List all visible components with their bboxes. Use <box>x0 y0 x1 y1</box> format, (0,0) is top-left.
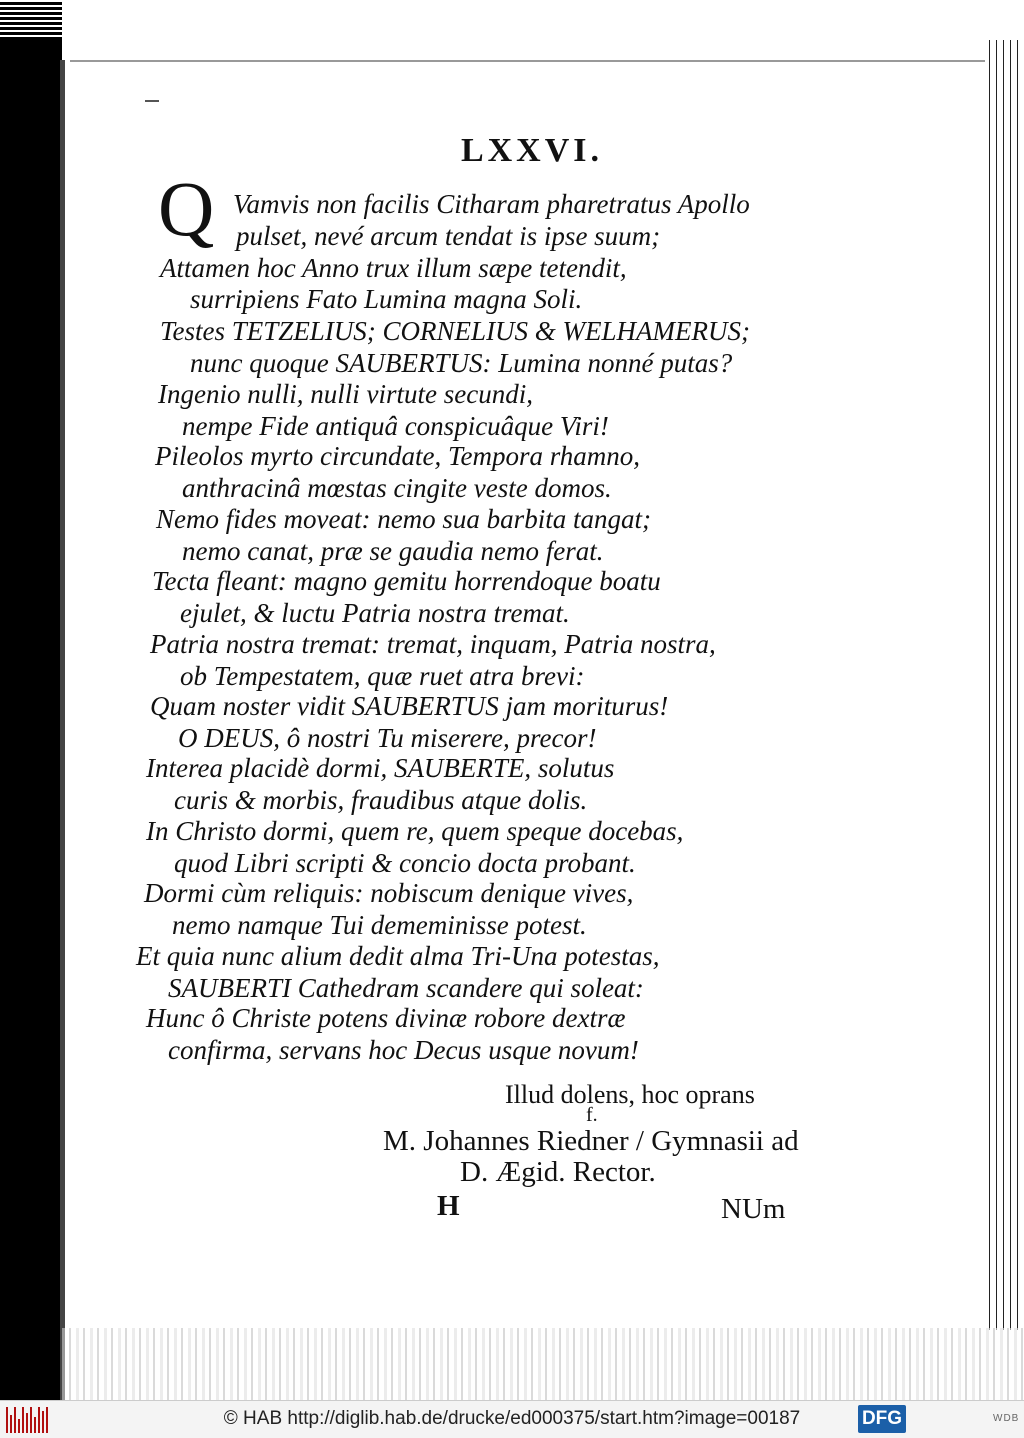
poem-line: ob Tempestatem, quæ ruet atra brevi: <box>180 661 585 691</box>
dfg-logo[interactable]: DFG <box>858 1405 906 1433</box>
poem-line: O DEUS, ô nostri Tu miserere, precor! <box>178 723 597 753</box>
page-top-edge <box>70 60 1024 62</box>
catchword: NUm <box>721 1193 786 1225</box>
poem-line: anthracinâ mœstas cingite veste domos. <box>182 473 612 503</box>
copyright-link[interactable]: © HAB http://diglib.hab.de/drucke/ed000375/start.htm?image=00187 <box>223 1408 801 1429</box>
signature-mark: H <box>437 1190 460 1222</box>
poem-line: curis & morbis, fraudibus atque dolis. <box>174 785 588 815</box>
poem-line: nemo canat, præ se gaudia nemo ferat. <box>182 536 604 566</box>
poem-line: Hunc ô Christe potens divinæ robore dextræ <box>146 1003 626 1033</box>
poem-line: confirma, servans hoc Decus usque novum! <box>168 1035 639 1065</box>
poem-line: Pileolos myrto circundate, Tempora rhamno, <box>155 441 640 471</box>
margin-mark <box>145 100 159 102</box>
poem-line: nemo namque Tui dememinisse potest. <box>172 910 587 940</box>
poem-line: Ingenio nulli, nulli virtute secundi, <box>158 379 533 409</box>
viewer-footer <box>0 1400 1024 1438</box>
poem-line: In Christo dormi, quem re, quem speque docebas, <box>146 816 684 846</box>
poem-line: ejulet, & luctu Patria nostra tremat. <box>180 598 570 628</box>
scan-artifact <box>0 0 62 40</box>
wdb-mark: WDB <box>993 1413 1020 1424</box>
signature-motto: Illud dolens, hoc oprans <box>505 1080 755 1109</box>
poem-line: Interea placidè dormi, SAUBERTE, solutus <box>146 753 615 783</box>
poem-line: Quam noster vidit SAUBERTUS jam moriturus! <box>150 691 669 721</box>
book-spine-shadow <box>0 0 62 1400</box>
poem-number-heading: LXXVI. <box>460 132 604 169</box>
signature-title: D. Ægid. Rector. <box>460 1156 656 1188</box>
poem-line: Nemo fides moveat: nemo sua barbita tangat; <box>156 504 651 534</box>
poem-line: Tecta fleant: magno gemitu horrendoque boatu <box>152 566 661 596</box>
poem-line: surripiens Fato Lumina magna Soli. <box>190 284 583 314</box>
poem-line: Testes TETZELIUS; CORNELIUS & WELHAMERUS; <box>160 316 751 346</box>
poem-line: Dormi cùm reliquis: nobiscum denique vives, <box>144 878 634 908</box>
poem-line: Patria nostra tremat: tremat, inquam, Patria nostra, <box>150 629 716 659</box>
poem-line: nempe Fide antiquâ conspicuâque Viri! <box>182 411 609 441</box>
page-stack-edge <box>985 40 1024 1330</box>
poem-line: Et quia nunc alium dedit alma Tri-Una potestas, <box>136 941 660 971</box>
page-gutter-edge <box>60 60 65 1400</box>
poem-line: Vamvis non facilis Citharam pharetratus Apollo <box>233 189 750 219</box>
poem-line: nunc quoque SAUBERTUS: Lumina nonné putas? <box>190 348 733 378</box>
drop-capital: Q <box>158 165 215 252</box>
poem-line: SAUBERTI Cathedram scandere qui soleat: <box>168 973 644 1003</box>
signature-author: M. Johannes Riedner / Gymnasii ad <box>383 1125 799 1157</box>
poem-line: quod Libri scripti & concio docta probant. <box>174 848 636 878</box>
page-bottom-edge <box>62 1328 1024 1400</box>
poem-line: Attamen hoc Anno trux illum sæpe tetendit, <box>160 253 627 283</box>
signature-fecit: f. <box>586 1104 598 1126</box>
poem-line: pulset, nevé arcum tendat is ipse suum; <box>236 221 661 251</box>
